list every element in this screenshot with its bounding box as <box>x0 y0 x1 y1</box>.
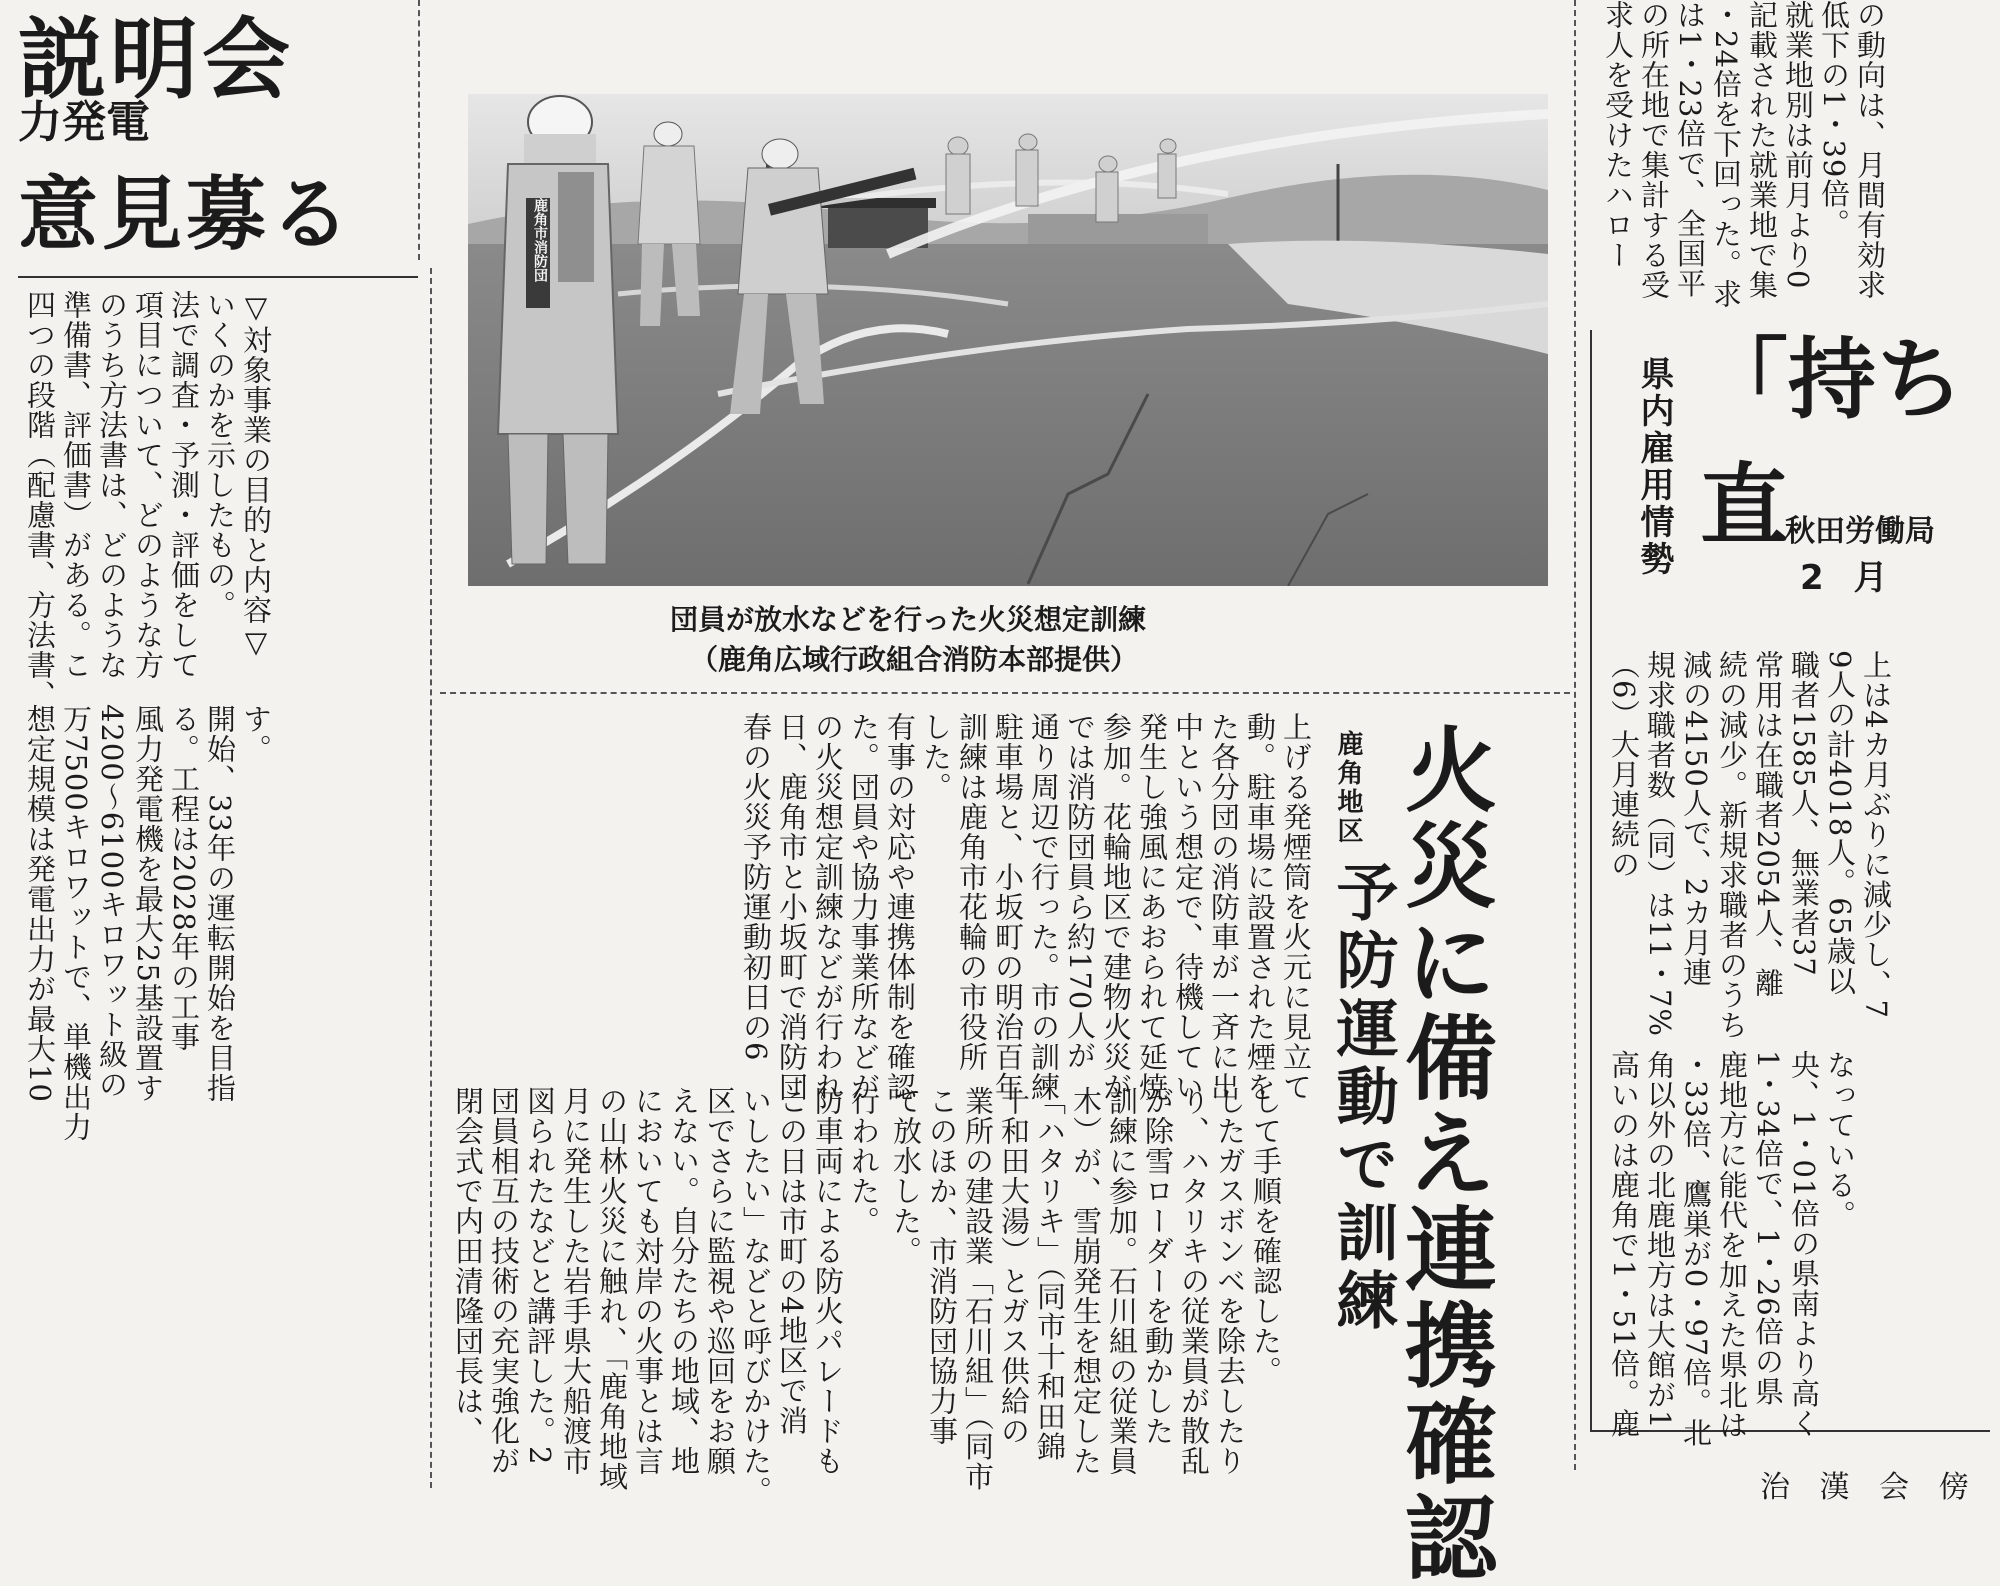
employment-upper-body <box>1606 650 1894 1040</box>
column-line: 有事の対応や連携体制を確認 <box>883 712 917 1102</box>
column-line: 万7500キロワットで、単機出力 <box>59 704 93 1142</box>
fire-article-lower-body-left <box>450 1086 882 1506</box>
column-line: なっている。 <box>1823 1050 1857 1230</box>
column-line: いしたい」などと呼びかけた。 <box>739 1086 773 1506</box>
column-line: 発生し強風にあおられて延焼 <box>1135 712 1169 1102</box>
column-line: た。団員や協力事業所などが <box>847 712 881 1102</box>
column-line: の動向は、月間有効求 <box>1853 0 1887 300</box>
column-line: 1・34倍で、1・26倍の県 <box>1751 1050 1785 1407</box>
column-line: 業所の建設業「石川組」（同市 <box>961 1086 995 1492</box>
column-line: 通り周辺で行った。市の訓練 <box>1027 712 1061 1102</box>
column-line: ・33倍、鷹巣が0・97倍。北 <box>1679 1050 1713 1448</box>
employment-lower-body <box>1606 1050 1858 1448</box>
column-line: 職者1585人、無業者37 <box>1787 650 1821 977</box>
column-line: 区でさらに監視や巡回をお願 <box>703 1086 737 1476</box>
column-line: す。 <box>239 704 273 764</box>
column-line: して手順を確認した。 <box>1249 1086 1283 1386</box>
employment-kicker: 県内雇用情勢 <box>1634 356 1674 578</box>
employment-headline: 「持ち直 <box>1700 327 1965 557</box>
fire-article-lower-body-right <box>888 1086 1284 1492</box>
column-line: 行われた。 <box>847 1086 881 1236</box>
left-article-lower-body <box>22 704 274 1142</box>
column-line: 図られたなどと講評した。2 <box>523 1086 557 1466</box>
column-line: 続の減少。新規求職者のうち <box>1715 650 1749 1040</box>
section-rule <box>440 692 1570 694</box>
box-border-left <box>1590 330 1592 1430</box>
column-line: 上げる発煙筒を火元に見立て <box>1279 712 1313 1102</box>
column-line: た各分団の消防車が一斉に出 <box>1207 712 1241 1102</box>
bottom-edge-fragment: 治 漢 会 傍 <box>1760 1470 1979 1505</box>
column-line: のうち方法書は、どのような <box>95 290 129 680</box>
column-line: 参加。花輪地区で建物火災が <box>1099 712 1133 1102</box>
column-line: 月に発生した岩手県大船渡市 <box>559 1086 593 1476</box>
column-line: 央、1・01倍の県南より高く <box>1787 1050 1821 1439</box>
column-line: 開始、33年の運転開始を目指 <box>203 704 237 1103</box>
column-line: 9人の計4018人。65歳以 <box>1823 650 1857 997</box>
left-article-subheading-fragment: 力発電 <box>18 97 150 148</box>
column-line: 記載された就業地で集 <box>1745 0 1779 300</box>
column-line: 規求職者数（同）は11・7% <box>1643 650 1677 1037</box>
column-line: 十和田大湯）とガス供給の <box>997 1086 1031 1446</box>
column-line: の山林火災に触れ、「鹿角地域 <box>595 1086 629 1492</box>
column-line: このほか、市消防団協力事 <box>925 1086 959 1446</box>
column-line: えない。自分たちの地域、地 <box>667 1086 701 1476</box>
column-line: 風力発電機を最大25基設置す <box>131 704 165 1103</box>
fire-article-kicker: 鹿角地区 <box>1333 730 1363 846</box>
column-line: ▽対象事業の目的と内容▽ <box>239 290 273 660</box>
column-line: （6）大月連続の <box>1607 650 1641 880</box>
column-line: 就業地別は前月より0 <box>1781 0 1815 290</box>
column-line: では消防団員ら約170人が <box>1063 712 1097 1071</box>
column-line: 想定規模は発電出力が最大10 <box>23 704 57 1103</box>
column-line: 角以外の北鹿地方は大館が1 <box>1643 1050 1677 1430</box>
employment-month: 2月 <box>1800 558 1918 598</box>
column-line: 動。駐車場に設置された煙を <box>1243 712 1277 1102</box>
column-line: 求人を受けたハロー <box>1601 0 1635 270</box>
vest-label: 鹿角市消防団 <box>526 198 550 308</box>
column-line: 準備書、評価書）がある。こ <box>59 290 93 680</box>
column-line: においても対岸の火事とは言 <box>631 1086 665 1476</box>
column-line: る。工程は2028年の工事 <box>167 704 201 1052</box>
column-line: り、ハタリキの従業員が散乱 <box>1177 1086 1211 1476</box>
fire-article-subheadline: 予防運動で訓練 <box>1326 860 1399 1336</box>
column-line: 春の火災予防運動初日の6 <box>739 712 773 1062</box>
employment-top-body <box>1600 0 1888 309</box>
firefighting-drill-photo <box>468 94 1548 586</box>
column-line: 木）が、雪崩発生を想定した <box>1069 1086 1103 1476</box>
column-line: 中という想定で、待機してい <box>1171 712 1205 1102</box>
column-line: 団員相互の技術の充実強化が <box>487 1086 521 1476</box>
column-rule <box>418 0 420 260</box>
fire-article-headline: 火災に備え連携確認 <box>1390 722 1498 1586</box>
section-rule <box>18 276 418 278</box>
column-line: したガスボンベを除去したり <box>1213 1086 1247 1476</box>
column-line: 閉会式で内田清隆団長は、 <box>451 1086 485 1446</box>
column-line: 法で調査・予測・評価をして <box>167 290 201 680</box>
column-line: 駐車場と、小坂町の明治百年 <box>991 712 1025 1102</box>
column-line: は1・23倍で、全国平 <box>1673 0 1707 299</box>
column-line: 日、鹿角市と小坂町で消防団 <box>775 712 809 1102</box>
column-line: 低下の1・39倍。 <box>1817 0 1851 239</box>
column-line: 訓練は鹿角市花輪の市役所 <box>955 712 989 1072</box>
photo-caption-line2: （鹿角広域行政組合消防本部提供） <box>690 643 1139 676</box>
column-line: この日は市町の4地区で消 <box>775 1086 809 1436</box>
column-line: が除雪ローダーを動かした <box>1141 1086 1175 1446</box>
column-line: 訓練に参加。石川組の従業員 <box>1105 1086 1139 1476</box>
column-line: した。 <box>919 712 953 802</box>
left-article-upper-body <box>22 290 274 710</box>
column-line: 四つの段階（配慮書、方法書、 <box>23 290 57 710</box>
column-line: 防車両による防火パレードも <box>811 1086 845 1476</box>
column-line: て放水した。 <box>889 1086 923 1266</box>
column-line: ・24倍を下回った。求 <box>1709 0 1743 309</box>
column-line: 項目について、どのような方 <box>131 290 165 680</box>
news-photo <box>468 94 1548 586</box>
column-line: 鹿地方に能代を加えた県北は <box>1715 1050 1749 1440</box>
left-article-heading-fragment: 説明会 <box>18 7 295 111</box>
column-rule <box>1574 0 1576 1470</box>
column-rule <box>430 268 432 1488</box>
column-line: 上は4カ月ぶりに減少し、7 <box>1859 650 1893 1019</box>
column-line: 常用は在職者2054人、離 <box>1751 650 1785 998</box>
photo-caption-line1: 団員が放水などを行った火災想定訓練 <box>670 603 1147 636</box>
fire-article-upper-body <box>738 712 1314 1102</box>
column-line: 4200〜6100キロワット級の <box>95 704 129 1100</box>
column-line: 「ハタリキ」（同市十和田錦 <box>1033 1086 1067 1462</box>
column-line: の所在地で集計する受 <box>1637 0 1671 300</box>
column-line: 高いのは鹿角で1・51倍。鹿 <box>1607 1050 1641 1439</box>
employment-source: 秋田労働局 <box>1785 514 1935 549</box>
column-line: の火災想定訓練などが行われ <box>811 712 845 1102</box>
left-article-heading: 意見募る <box>18 167 354 261</box>
column-line: 減の4150人で、2カ月連 <box>1679 650 1713 988</box>
column-line: いくのかを示したもの。 <box>203 290 237 620</box>
